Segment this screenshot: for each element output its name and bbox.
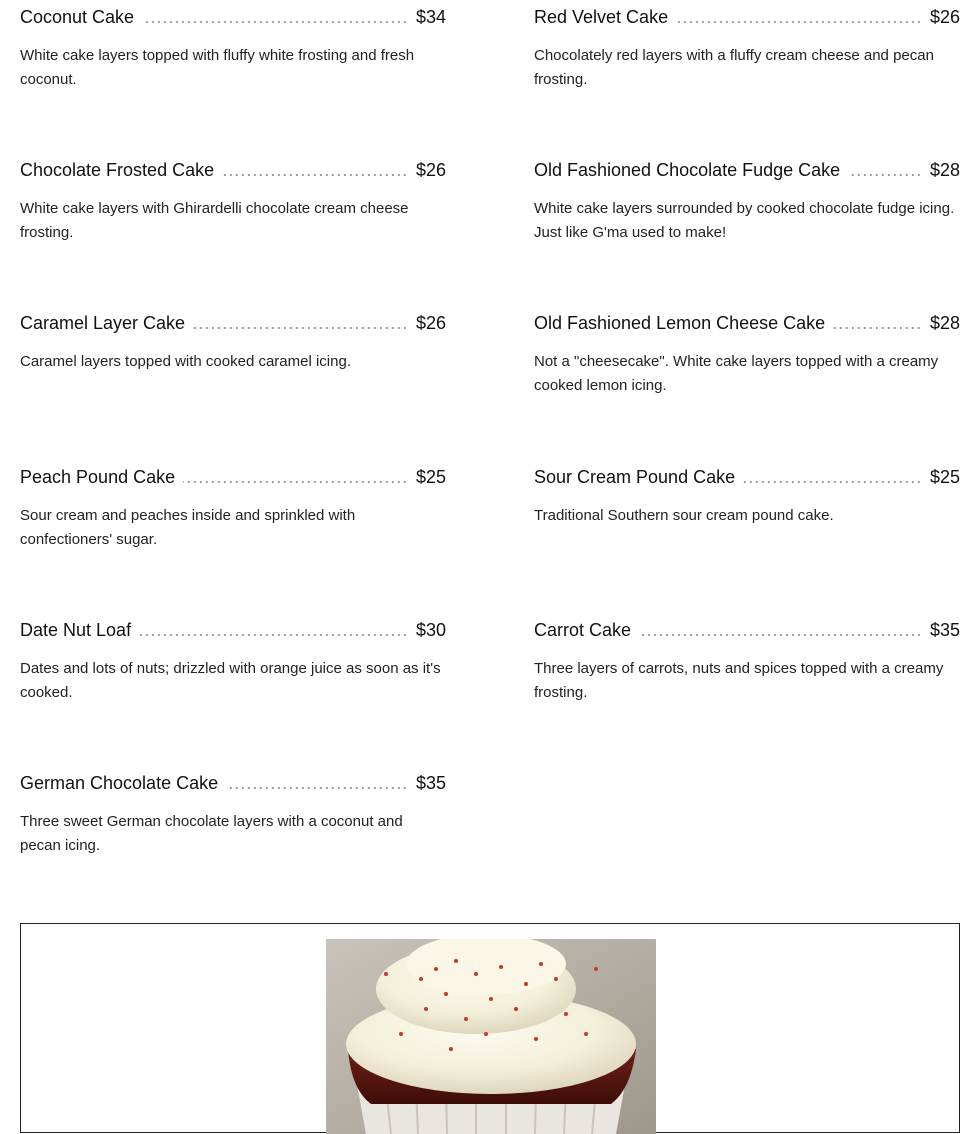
- menu-item-sour-cream-pound-cake: [534, 467, 960, 528]
- menu-item-chocolate-fudge-cake: [534, 160, 960, 245]
- dot-leader: [639, 633, 922, 637]
- dot-leader: [676, 20, 922, 24]
- dot-leader: [743, 480, 922, 484]
- gallery-frame: [20, 923, 960, 1133]
- item-description: White cake layers topped with fluffy white frosting and fresh coconut.: [20, 47, 415, 88]
- item-name: Coconut Cake: [20, 7, 135, 27]
- dot-leader: [226, 786, 408, 790]
- item-price: $25: [929, 467, 960, 487]
- dot-leader: [142, 20, 408, 24]
- item-price: $28: [929, 160, 960, 180]
- item-price: $34: [415, 7, 446, 27]
- menu-item-caramel-layer-cake: [20, 313, 446, 374]
- dot-leader: [833, 326, 922, 330]
- dot-leader: [193, 326, 408, 330]
- item-description: Chocolately red layers with a fluffy cream cheese and pecan frosting.: [534, 47, 934, 88]
- item-name: Chocolate Frosted Cake: [20, 160, 215, 180]
- item-price: $26: [929, 7, 960, 27]
- item-name: Peach Pound Cake: [20, 467, 176, 487]
- dot-leader: [222, 173, 408, 177]
- item-price: $28: [929, 313, 960, 333]
- item-price: $25: [415, 467, 446, 487]
- dot-leader: [183, 480, 408, 484]
- menu-item-red-velvet-cake: [534, 7, 960, 92]
- item-description: Three layers of carrots, nuts and spices topped with a creamy frosting.: [534, 660, 944, 701]
- dot-leader: [139, 633, 408, 637]
- item-price: $26: [415, 313, 446, 333]
- menu-item-date-nut-loaf: [20, 620, 446, 705]
- item-price: $26: [415, 160, 446, 180]
- menu-item-lemon-cheese-cake: [534, 313, 960, 398]
- menu-item-peach-pound-cake: [20, 467, 446, 552]
- item-price: $35: [929, 620, 960, 640]
- cupcake-image: [326, 939, 656, 1134]
- item-description: Three sweet German chocolate layers with a coconut and pecan icing.: [20, 813, 403, 854]
- item-name: Date Nut Loaf: [20, 620, 132, 640]
- item-description: Dates and lots of nuts; drizzled with orange juice as soon as it's cooked.: [20, 660, 441, 701]
- item-name: Red Velvet Cake: [534, 7, 669, 27]
- item-name: Caramel Layer Cake: [20, 313, 186, 333]
- item-description: Not a "cheesecake". White cake layers topped with a creamy cooked lemon icing.: [534, 353, 939, 394]
- item-name: Old Fashioned Lemon Cheese Cake: [534, 313, 826, 333]
- menu-item-german-chocolate-cake: [20, 773, 446, 858]
- menu-item-coconut-cake: [20, 7, 446, 92]
- red-velvet-cupcake-photo: [326, 939, 656, 1134]
- item-name: Sour Cream Pound Cake: [534, 467, 736, 487]
- item-name: German Chocolate Cake: [20, 773, 219, 793]
- item-description: Sour cream and peaches inside and sprinkled with confectioners' sugar.: [20, 507, 356, 548]
- item-name: Carrot Cake: [534, 620, 632, 640]
- menu-item-carrot-cake: [534, 620, 960, 705]
- item-name: Old Fashioned Chocolate Fudge Cake: [534, 160, 841, 180]
- item-description: Caramel layers topped with cooked caramel icing.: [20, 353, 351, 370]
- item-description: White cake layers with Ghirardelli chocolate cream cheese frosting.: [20, 200, 409, 241]
- dot-leader: [848, 173, 922, 177]
- item-description: White cake layers surrounded by cooked chocolate fudge icing. Just like G'ma used to make!: [534, 200, 955, 241]
- item-price: $30: [415, 620, 446, 640]
- item-price: $35: [415, 773, 446, 793]
- item-description: Traditional Southern sour cream pound cake.: [534, 507, 834, 524]
- menu-item-chocolate-frosted-cake: [20, 160, 446, 245]
